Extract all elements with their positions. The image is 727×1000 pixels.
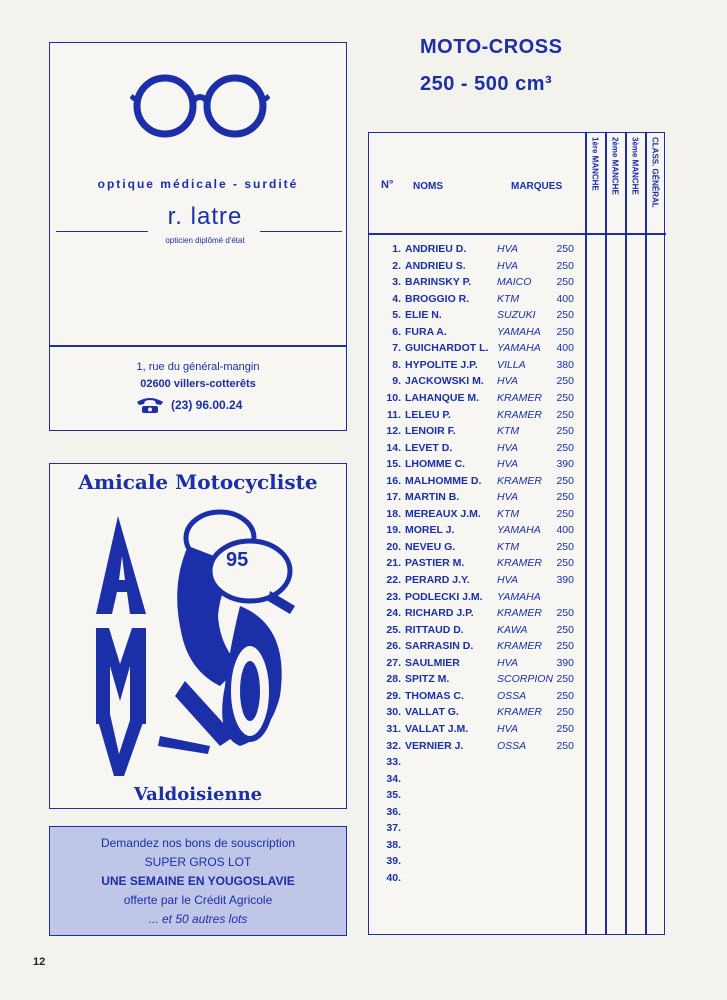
row-make: HVA: [497, 259, 519, 272]
amicale-title: Amicale Motocycliste: [78, 470, 318, 494]
row-num: 37.: [386, 822, 401, 835]
row-num: 25.: [386, 623, 401, 636]
row-cc: 250: [556, 309, 574, 322]
row-make: MAICO: [497, 276, 532, 289]
category-title: 250 - 500 cm³: [420, 73, 553, 95]
row-cc: 380: [556, 358, 574, 371]
row-name: PODLECKI J.M.: [405, 590, 483, 603]
row-cc: 390: [556, 458, 574, 471]
col-header-number: N°: [381, 179, 394, 191]
row-name: THOMAS C.: [405, 689, 464, 702]
row-num: 26.: [386, 640, 401, 653]
row-num: 16.: [386, 474, 401, 487]
row-num: 39.: [386, 855, 401, 868]
row-make: SCORPION: [497, 673, 554, 686]
column-divider: [645, 133, 647, 934]
row-make: KRAMER: [497, 474, 542, 487]
row-name: MOREL J.: [405, 524, 455, 537]
row-name: HYPOLITE J.P.: [405, 358, 478, 371]
amv-logo: [90, 496, 310, 781]
row-num: 40.: [386, 871, 401, 884]
row-make: HVA: [497, 656, 519, 669]
row-make: YAMAHA: [497, 590, 541, 603]
amicale-ad: [49, 463, 347, 809]
row-name: VALLAT G.: [405, 706, 459, 719]
col-header-manche2: 2ème MANCHE: [610, 137, 620, 195]
row-num: 24.: [386, 607, 401, 620]
row-num: 28.: [386, 673, 401, 686]
souscription-line3: UNE SEMAINE EN YOUGOSLAVIE: [101, 874, 295, 888]
row-make: KTM: [497, 292, 520, 305]
souscription-line5: ... et 50 autres lots: [148, 912, 248, 926]
row-name: MEREAUX J.M.: [405, 507, 481, 520]
row-name: NEVEU G.: [405, 540, 456, 553]
row-num: 21.: [386, 557, 401, 570]
row-name: BROGGIO R.: [405, 292, 470, 305]
row-num: 15.: [386, 458, 401, 471]
row-cc: 250: [556, 243, 574, 255]
row-cc: 250: [556, 441, 574, 454]
row-name: LHOMME C.: [405, 458, 466, 471]
row-name: MARTIN B.: [405, 491, 460, 504]
row-num: 19.: [386, 524, 401, 537]
entries-table: [368, 132, 665, 935]
row-name: SAULMIER: [405, 656, 460, 669]
row-cc: 250: [556, 607, 574, 620]
row-name: RICHARD J.P.: [405, 607, 474, 620]
row-num: 1.: [392, 243, 401, 255]
row-make: KRAMER: [497, 706, 542, 719]
row-cc: 400: [556, 292, 574, 305]
row-name: VALLAT J.M.: [405, 722, 469, 735]
page-number: 12: [33, 956, 46, 968]
row-num: 4.: [392, 292, 401, 305]
row-make: YAMAHA: [497, 325, 541, 338]
optician-subtitle: opticien diplômé d'état: [165, 236, 245, 245]
row-make: HVA: [497, 243, 519, 255]
row-make: KRAMER: [497, 557, 542, 570]
row-cc: 250: [556, 259, 574, 272]
optician-name: r. latre: [167, 203, 243, 230]
row-cc: 250: [556, 640, 574, 653]
telephone-icon: [135, 396, 165, 414]
optique-address: 1, rue du général-mangin: [136, 361, 260, 373]
row-name: LENOIR F.: [405, 425, 456, 438]
row-cc: 250: [556, 375, 574, 388]
amicale-subtitle: Valdoisienne: [133, 784, 263, 805]
row-num: 17.: [386, 491, 401, 504]
col-header-manche3: 3ème MANCHE: [630, 137, 640, 195]
glasses-icon: [130, 71, 270, 141]
amv-letters: [96, 516, 146, 776]
column-divider: [585, 133, 587, 934]
row-cc: 250: [556, 540, 574, 553]
row-cc: 250: [556, 706, 574, 719]
row-num: 35.: [386, 789, 401, 802]
row-name: FURA A.: [405, 325, 447, 338]
row-cc: 250: [556, 276, 574, 289]
phone-number: (23) 96.00.24: [171, 398, 243, 412]
row-name: LEVET D.: [405, 441, 453, 454]
col-header-classement: CLASS. GÉNÉRAL: [650, 137, 660, 208]
row-num: 29.: [386, 689, 401, 702]
row-name: BARINSKY P.: [405, 276, 472, 289]
row-num: 32.: [386, 739, 401, 752]
col-header-makes: MARQUES: [511, 181, 563, 192]
row-name: PASTIER M.: [405, 557, 465, 570]
row-num: 22.: [386, 574, 401, 586]
row-name: GUICHARDOT L.: [405, 342, 489, 355]
row-make: KTM: [497, 507, 520, 520]
section-divider: [50, 345, 346, 347]
page-title: MOTO-CROSS: [420, 36, 563, 58]
row-num: 3.: [392, 276, 401, 289]
row-cc: 250: [556, 474, 574, 487]
souscription-line2: SUPER GROS LOT: [144, 855, 252, 869]
row-num: 31.: [386, 722, 401, 735]
col-header-names: NOMS: [413, 181, 443, 192]
row-cc: 250: [556, 391, 574, 404]
row-num: 20.: [386, 540, 401, 553]
row-make: OSSA: [497, 739, 527, 752]
row-cc: 250: [556, 491, 574, 504]
row-name: MALHOMME D.: [405, 474, 482, 487]
row-name: JACKOWSKI M.: [405, 375, 484, 388]
row-make: KRAMER: [497, 391, 542, 404]
row-cc: 400: [556, 342, 574, 355]
row-make: HVA: [497, 574, 519, 586]
row-make: YAMAHA: [497, 342, 541, 355]
row-num: 27.: [386, 656, 401, 669]
row-make: HVA: [497, 375, 519, 388]
row-name: PERARD J.Y.: [405, 574, 470, 586]
row-name: VERNIER J.: [405, 739, 464, 752]
row-name: LELEU P.: [405, 408, 451, 421]
row-num: 10.: [386, 391, 401, 404]
row-name: ELIE N.: [405, 309, 442, 322]
row-num: 9.: [392, 375, 401, 388]
row-cc: 250: [556, 673, 574, 686]
row-num: 30.: [386, 706, 401, 719]
col-header-manche1: 1ère MANCHE: [590, 137, 600, 191]
row-make: VILLA: [497, 358, 526, 371]
row-cc: 250: [556, 408, 574, 421]
row-cc: 390: [556, 656, 574, 669]
souscription-line4: offerte par le Crédit Agricole: [123, 893, 273, 907]
row-num: 33.: [386, 756, 401, 769]
optique-title: optique médicale - surdité: [97, 177, 299, 191]
row-num: 18.: [386, 507, 401, 520]
row-make: SUZUKI: [497, 309, 536, 322]
row-make: HVA: [497, 722, 519, 735]
souscription-line1: Demandez nos bons de souscription: [100, 836, 296, 850]
row-make: KRAMER: [497, 607, 542, 620]
row-make: OSSA: [497, 689, 527, 702]
row-make: YAMAHA: [497, 524, 541, 537]
row-cc: 250: [556, 325, 574, 338]
divider-left: [56, 231, 148, 232]
row-make: KTM: [497, 540, 520, 553]
row-num: 11.: [386, 408, 401, 421]
row-name: SPITZ M.: [405, 673, 450, 686]
row-make: KTM: [497, 425, 520, 438]
row-make: KAWA: [497, 623, 528, 636]
row-num: 14.: [386, 441, 401, 454]
header-divider: [369, 233, 666, 235]
row-cc: 400: [556, 524, 574, 537]
row-cc: 250: [556, 557, 574, 570]
divider-right: [260, 231, 342, 232]
row-name: ANDRIEU S.: [405, 259, 466, 272]
optique-city: 02600 villers-cotterêts: [140, 378, 256, 390]
row-name: SARRASIN D.: [405, 640, 474, 653]
row-num: 23.: [386, 590, 401, 603]
row-make: KRAMER: [497, 408, 542, 421]
optique-ad: [49, 42, 347, 431]
row-cc: 250: [556, 623, 574, 636]
row-num: 8.: [392, 358, 401, 371]
race-number: 95: [226, 549, 249, 571]
row-num: 5.: [392, 309, 401, 322]
row-cc: 250: [556, 425, 574, 438]
row-num: 7.: [392, 342, 401, 355]
row-cc: 250: [556, 722, 574, 735]
row-num: 36.: [386, 805, 401, 818]
row-make: HVA: [497, 491, 519, 504]
row-make: HVA: [497, 458, 519, 471]
column-divider: [625, 133, 627, 934]
row-name: LAHANQUE M.: [405, 391, 480, 404]
row-name: ANDRIEU D.: [405, 243, 467, 255]
row-cc: 250: [556, 689, 574, 702]
row-make: KRAMER: [497, 640, 542, 653]
row-num: 34.: [386, 772, 401, 785]
row-name: RITTAUD D.: [405, 623, 464, 636]
row-cc: 250: [556, 507, 574, 520]
optique-phone: [135, 396, 242, 414]
souscription-box: [49, 826, 347, 936]
row-num: 38.: [386, 838, 401, 851]
row-num: 6.: [392, 325, 401, 338]
column-divider: [605, 133, 607, 934]
row-num: 2.: [392, 259, 401, 272]
row-cc: 390: [556, 574, 574, 586]
row-cc: 250: [556, 739, 574, 752]
row-make: HVA: [497, 441, 519, 454]
row-num: 12.: [386, 425, 401, 438]
